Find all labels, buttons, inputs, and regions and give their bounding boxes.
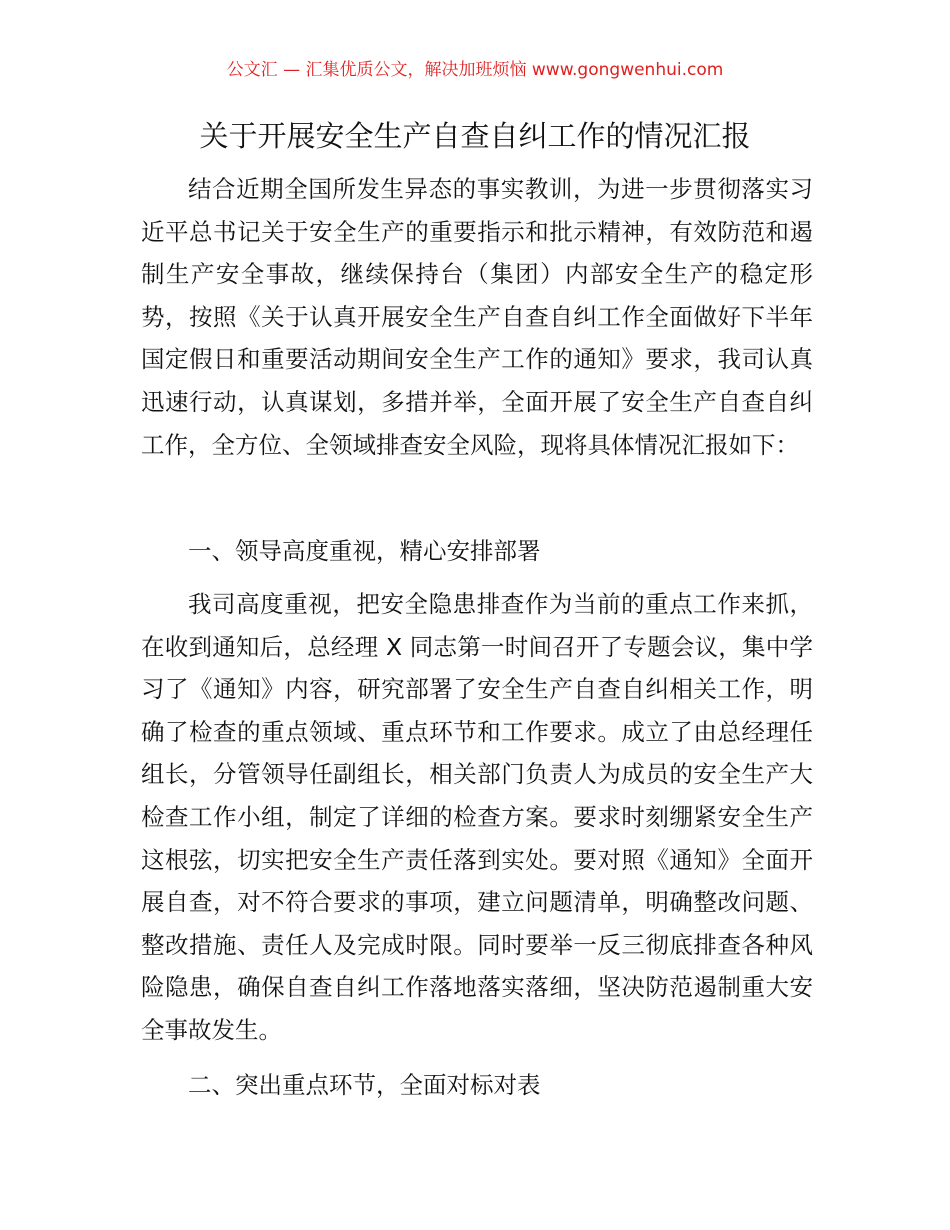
section-1-paragraph: 我司高度重视，把安全隐患排查作为当前的重点工作来抓，在收到通知后，总经理 X 同志第一时间召开了专题会议，集中学习了《通知》内容，研究部署了安全生产自查自纠相关工作，明确了检查的重点领域、重点环节和工作要求。成立了由总经理任组长，分管领导任副组长，相关部门负责人为成员的安全生产大检查工作小组，制定了详细的检查方案。要求时刻绷紧安全生产这根弦，切实把安全生产责任落到实处。要对照《通知》全面开展自查，对不符合要求的事项，建立问题清单，明确整改问题、整改措施、责任人及完成时限。同时要举一反三彻底排查各种风险隐患，确保自查自纠工作落地落实落细，坚决防范遏制重大安全事故发生。 (141, 590, 813, 1044)
document-title: 关于开展安全生产自查自纠工作的情况汇报 (199, 119, 751, 153)
section-heading-2: 二、突出重点环节，全面对标对表 (188, 1071, 541, 1099)
section-heading-1: 一、领导高度重视，精心安排部署 (188, 537, 541, 565)
header-banner: 公文汇 — 汇集优质公文，解决加班烦恼 www.gongwenhui.com (226, 60, 724, 80)
intro-paragraph: 结合近期全国所发生异态的事实教训，为进一步贯彻落实习近平总书记关于安全生产的重要指示和批示精神，有效防范和遏制生产安全事故，继续保持台（集团）内部安全生产的稳定形势，按照《关于认真开展安全生产自查自纠工作全面做好下半年国定假日和重要活动期间安全生产工作的通知》要求，我司认真迅速行动，认真谋划，多措并举，全面开展了安全生产自查自纠工作，全方位、全领域排查安全风险，现将具体情况汇报如下： (141, 175, 813, 459)
